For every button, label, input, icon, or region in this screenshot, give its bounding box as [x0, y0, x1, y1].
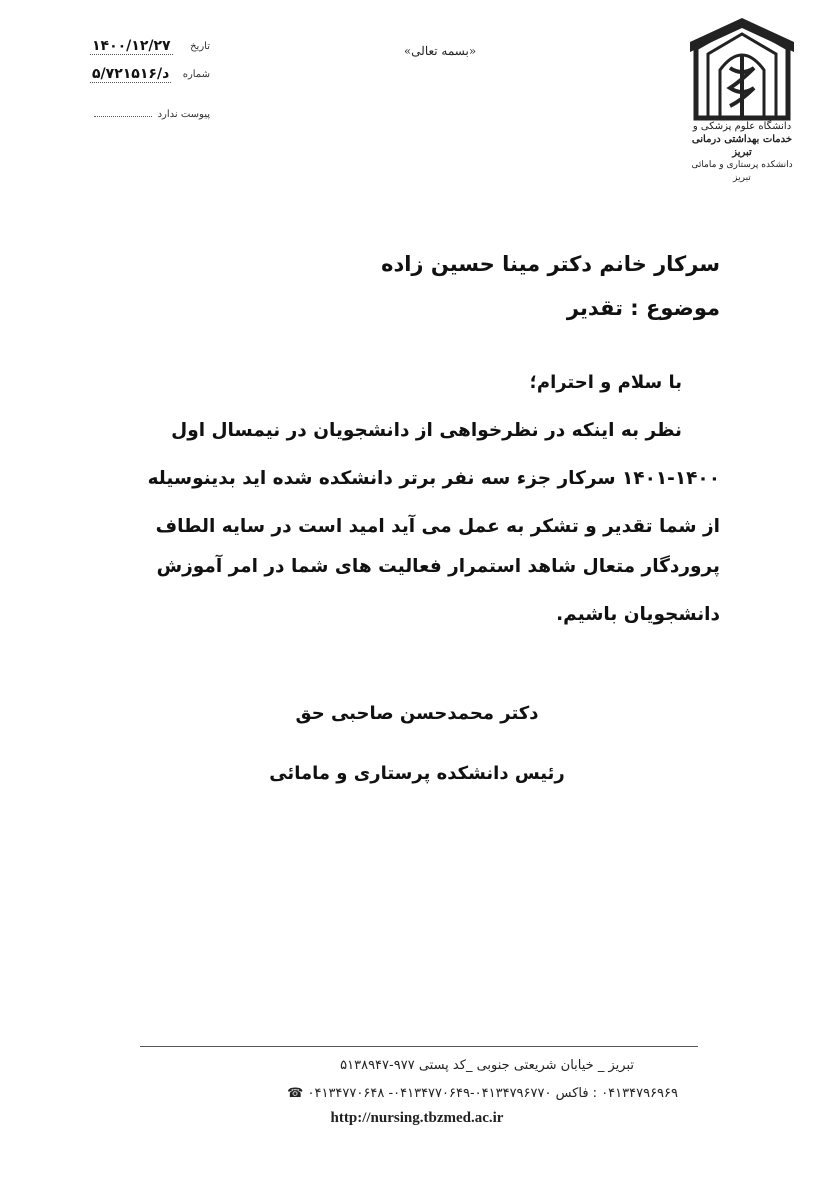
brand-line-3: دانشکده پرستاری و مامائی تبریز: [691, 160, 793, 183]
body-line: پروردگار متعال شاهد استمرار فعالیت های شما در امر آموزش: [156, 556, 720, 577]
signatory-title: [0, 763, 834, 784]
brand-line-2: خدمات بهداشتی درمانی تبریز: [691, 134, 793, 158]
letter-subject: موضوع : تقدیر: [566, 296, 720, 320]
body-line: ۱۴۰۱-۱۴۰۰ سرکار جزء سه نفر برتر دانشکده شده اید بدینوسیله: [147, 468, 720, 489]
letter-date: [90, 38, 210, 58]
number-value: ۵/د/۷۲۱۵۱۶: [92, 66, 170, 82]
number-label: شماره: [182, 69, 210, 80]
letter-attachment: [90, 106, 210, 126]
footer-website-link[interactable]: http://nursing.tbzmed.ac.ir: [330, 1110, 504, 1126]
signatory-name: [0, 703, 834, 724]
university-emblem-icon: [686, 18, 798, 123]
letter-number: [90, 66, 210, 86]
footer-address: تبریز _ خیابان شریعتی جنوبی _کد پستی ۹۷۷-۵۱۳۸۹۴۷: [340, 1058, 634, 1073]
signatory-title-text: رئیس دانشکده پرستاری و مامائی: [269, 763, 565, 784]
footer-divider: [140, 1046, 698, 1047]
body-line: نظر به اینکه در نظرخواهی از دانشجویان در نیمسال اول: [171, 420, 682, 441]
body-line: از شما تقدیر و تشکر به عمل می آید امید است در سایه الطاف: [155, 516, 720, 537]
university-brand-text: [686, 120, 798, 185]
brand-line-1: دانشگاه علوم پزشکی و: [692, 121, 792, 132]
footer-phone-fax: ۰۴۱۳۴۷۹۶۹۶۹ : فاکس ۰۴۱۳۴۷۹۶۷۷۰-۰۴۱۳۴۷۷۰۶۴۹- ۰۴۱۳۴۷۷۰۶۴۸ ☎: [287, 1086, 678, 1101]
signatory-name-text: دکتر محمدحسن صاحبی حق: [295, 703, 539, 724]
date-label: تاریخ: [190, 41, 210, 52]
attachment-dotted-line: [94, 116, 152, 117]
date-value: ۱۴۰۰/۱۲/۲۷: [92, 38, 171, 54]
letter-greeting: با سلام و احترام؛: [529, 372, 682, 393]
university-logo: [686, 18, 798, 198]
letter-recipient: سرکار خانم دکتر مینا حسین زاده: [381, 252, 720, 276]
body-line: دانشجویان باشیم.: [556, 604, 720, 625]
bismillah-heading: «بسمه تعالی»: [403, 44, 477, 58]
attachment-label: پیوست ندارد: [157, 109, 210, 120]
